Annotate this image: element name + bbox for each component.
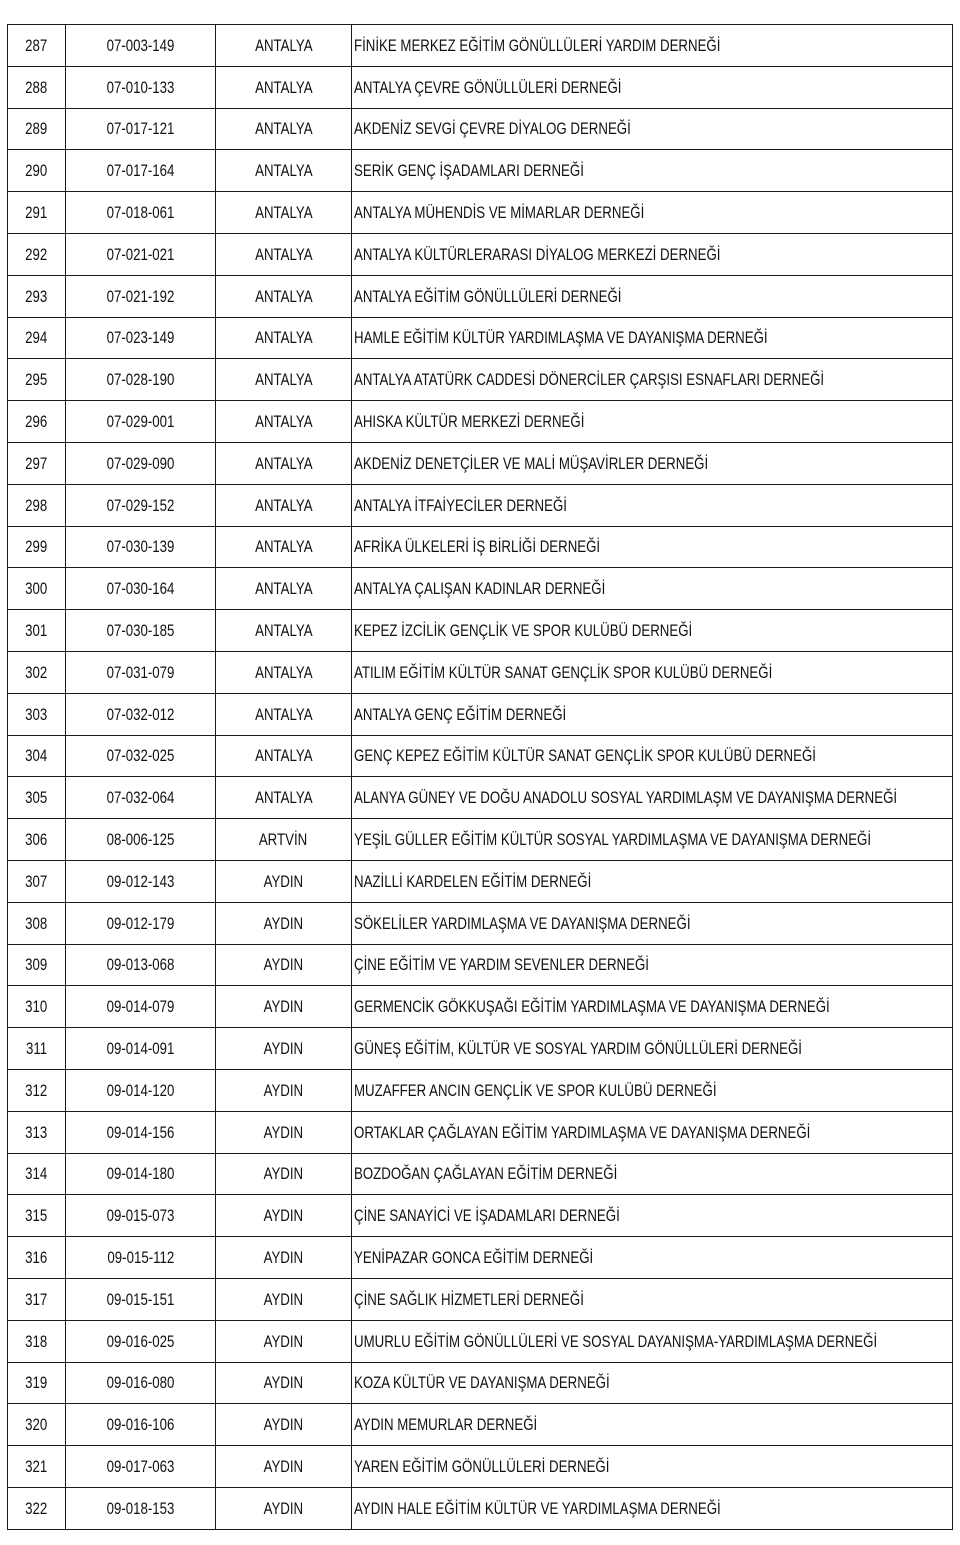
registry-code-cell: 07-021-192: [66, 275, 216, 317]
table-row: [8, 777, 953, 819]
city-cell: AYDIN: [216, 902, 352, 944]
registry-code-cell: 07-032-025: [66, 735, 216, 777]
city-cell: AYDIN: [216, 1069, 352, 1111]
city-cell: ANTALYA: [216, 401, 352, 443]
city-cell: ANTALYA: [216, 777, 352, 819]
association-name-cell: ANTALYA ÇEVRE GÖNÜLLÜLERİ DERNEĞİ: [352, 66, 953, 108]
table-row: [8, 1404, 953, 1446]
table-row: [8, 1111, 953, 1153]
table-row: [8, 275, 953, 317]
association-name-cell: ANTALYA ÇALIŞAN KADINLAR DERNEĞİ: [352, 568, 953, 610]
registry-code-cell: 09-016-106: [66, 1404, 216, 1446]
table-row: [8, 233, 953, 275]
city-cell: AYDIN: [216, 1153, 352, 1195]
table-row: [8, 651, 953, 693]
table-row: [8, 944, 953, 986]
row-number-cell: 321: [8, 1446, 66, 1488]
table-row: [8, 1278, 953, 1320]
registry-code-cell: 09-014-120: [66, 1069, 216, 1111]
table-body: [8, 25, 953, 1530]
association-name-cell: GENÇ KEPEZ EĞİTİM KÜLTÜR SANAT GENÇLİK SPOR KULÜBÜ DERNEĞİ: [352, 735, 953, 777]
association-name-cell: ANTALYA MÜHENDİS VE MİMARLAR DERNEĞİ: [352, 192, 953, 234]
city-cell: AYDIN: [216, 1446, 352, 1488]
row-number-cell: 295: [8, 359, 66, 401]
row-number-cell: 320: [8, 1404, 66, 1446]
association-name-cell: NAZİLLİ KARDELEN EĞİTİM DERNEĞİ: [352, 860, 953, 902]
association-name-cell: AYDIN MEMURLAR DERNEĞİ: [352, 1404, 953, 1446]
row-number-cell: 304: [8, 735, 66, 777]
association-name-cell: AYDIN HALE EĞİTİM KÜLTÜR VE YARDIMLAŞMA DERNEĞİ: [352, 1487, 953, 1529]
association-name-cell: ANTALYA EĞİTİM GÖNÜLLÜLERİ DERNEĞİ: [352, 275, 953, 317]
row-number-cell: 300: [8, 568, 66, 610]
association-name-cell: MUZAFFER ANCIN GENÇLİK VE SPOR KULÜBÜ DERNEĞİ: [352, 1069, 953, 1111]
row-number-cell: 298: [8, 484, 66, 526]
registry-code-cell: 07-017-164: [66, 150, 216, 192]
association-name-cell: BOZDOĞAN ÇAĞLAYAN EĞİTİM DERNEĞİ: [352, 1153, 953, 1195]
city-cell: ANTALYA: [216, 735, 352, 777]
association-name-cell: ANTALYA ATATÜRK CADDESİ DÖNERCİLER ÇARŞISI ESNAFLARI DERNEĞİ: [352, 359, 953, 401]
association-name-cell: GÜNEŞ EĞİTİM, KÜLTÜR VE SOSYAL YARDIM GÖNÜLLÜLERİ DERNEĞİ: [352, 1028, 953, 1070]
row-number-cell: 302: [8, 651, 66, 693]
association-name-cell: ÇİNE SAĞLIK HİZMETLERİ DERNEĞİ: [352, 1278, 953, 1320]
table-row: [8, 1237, 953, 1279]
city-cell: ANTALYA: [216, 25, 352, 67]
registry-code-cell: 07-030-139: [66, 526, 216, 568]
table-row: [8, 359, 953, 401]
association-name-cell: YAREN EĞİTİM GÖNÜLLÜLERİ DERNEĞİ: [352, 1446, 953, 1488]
city-cell: ANTALYA: [216, 526, 352, 568]
registry-code-cell: 07-029-152: [66, 484, 216, 526]
registry-code-cell: 09-017-063: [66, 1446, 216, 1488]
row-number-cell: 308: [8, 902, 66, 944]
city-cell: ANTALYA: [216, 693, 352, 735]
association-name-cell: YENİPAZAR GONCA EĞİTİM DERNEĞİ: [352, 1237, 953, 1279]
city-cell: ANTALYA: [216, 192, 352, 234]
registry-code-cell: 09-014-156: [66, 1111, 216, 1153]
association-name-cell: AKDENİZ SEVGİ ÇEVRE DİYALOG DERNEĞİ: [352, 108, 953, 150]
table-row: [8, 1069, 953, 1111]
table-row: [8, 317, 953, 359]
row-number-cell: 311: [8, 1028, 66, 1070]
association-name-cell: GERMENCİK GÖKKUŞAĞI EĞİTİM YARDIMLAŞMA VE DAYANIŞMA DERNEĞİ: [352, 986, 953, 1028]
city-cell: ANTALYA: [216, 66, 352, 108]
registry-code-cell: 07-003-149: [66, 25, 216, 67]
city-cell: ANTALYA: [216, 150, 352, 192]
row-number-cell: 296: [8, 401, 66, 443]
row-number-cell: 310: [8, 986, 66, 1028]
association-name-cell: AFRİKA ÜLKELERİ İŞ BİRLİĞİ DERNEĞİ: [352, 526, 953, 568]
registry-code-cell: 09-014-091: [66, 1028, 216, 1070]
table-row: [8, 150, 953, 192]
registry-code-cell: 07-021-021: [66, 233, 216, 275]
association-name-cell: SERİK GENÇ İŞADAMLARI DERNEĞİ: [352, 150, 953, 192]
row-number-cell: 297: [8, 442, 66, 484]
registry-code-cell: 07-029-001: [66, 401, 216, 443]
city-cell: AYDIN: [216, 1028, 352, 1070]
association-name-cell: ÇİNE EĞİTİM VE YARDIM SEVENLER DERNEĞİ: [352, 944, 953, 986]
row-number-cell: 307: [8, 860, 66, 902]
table-row: [8, 66, 953, 108]
association-name-cell: UMURLU EĞİTİM GÖNÜLLÜLERİ VE SOSYAL DAYANIŞMA-YARDIMLAŞMA DERNEĞİ: [352, 1320, 953, 1362]
table-row: [8, 986, 953, 1028]
association-name-cell: SÖKELİLER YARDIMLAŞMA VE DAYANIŞMA DERNEĞİ: [352, 902, 953, 944]
association-name-cell: FİNİKE MERKEZ EĞİTİM GÖNÜLLÜLERİ YARDIM DERNEĞİ: [352, 25, 953, 67]
table-row: [8, 484, 953, 526]
association-name-cell: ANTALYA İTFAİYECİLER DERNEĞİ: [352, 484, 953, 526]
registry-code-cell: 09-016-080: [66, 1362, 216, 1404]
registry-code-cell: 07-030-164: [66, 568, 216, 610]
association-name-cell: ANTALYA GENÇ EĞİTİM DERNEĞİ: [352, 693, 953, 735]
table-row: [8, 192, 953, 234]
row-number-cell: 314: [8, 1153, 66, 1195]
table-row: [8, 902, 953, 944]
row-number-cell: 293: [8, 275, 66, 317]
association-name-cell: YEŞİL GÜLLER EĞİTİM KÜLTÜR SOSYAL YARDIMLAŞMA VE DAYANIŞMA DERNEĞİ: [352, 819, 953, 861]
association-list-table: [7, 24, 953, 1530]
association-name-cell: ANTALYA KÜLTÜRLERARASI DİYALOG MERKEZİ DERNEĞİ: [352, 233, 953, 275]
row-number-cell: 291: [8, 192, 66, 234]
registry-code-cell: 07-018-061: [66, 192, 216, 234]
city-cell: AYDIN: [216, 1404, 352, 1446]
city-cell: AYDIN: [216, 1195, 352, 1237]
city-cell: ANTALYA: [216, 108, 352, 150]
table-row: [8, 735, 953, 777]
table-row: [8, 108, 953, 150]
registry-code-cell: 09-016-025: [66, 1320, 216, 1362]
table-row: [8, 1195, 953, 1237]
registry-code-cell: 07-032-064: [66, 777, 216, 819]
table-row: [8, 610, 953, 652]
registry-code-cell: 09-012-143: [66, 860, 216, 902]
row-number-cell: 294: [8, 317, 66, 359]
row-number-cell: 287: [8, 25, 66, 67]
city-cell: ANTALYA: [216, 233, 352, 275]
registry-code-cell: 07-010-133: [66, 66, 216, 108]
association-name-cell: KEPEZ İZCİLİK GENÇLİK VE SPOR KULÜBÜ DERNEĞİ: [352, 610, 953, 652]
association-name-cell: ATILIM EĞİTİM KÜLTÜR SANAT GENÇLİK SPOR KULÜBÜ DERNEĞİ: [352, 651, 953, 693]
registry-code-cell: 07-030-185: [66, 610, 216, 652]
city-cell: AYDIN: [216, 860, 352, 902]
row-number-cell: 306: [8, 819, 66, 861]
table-row: [8, 1153, 953, 1195]
city-cell: ANTALYA: [216, 484, 352, 526]
row-number-cell: 312: [8, 1069, 66, 1111]
registry-code-cell: 09-018-153: [66, 1487, 216, 1529]
association-name-cell: ÇİNE SANAYİCİ VE İŞADAMLARI DERNEĞİ: [352, 1195, 953, 1237]
city-cell: AYDIN: [216, 1237, 352, 1279]
association-name-cell: AKDENİZ DENETÇİLER VE MALİ MÜŞAVİRLER DERNEĞİ: [352, 442, 953, 484]
registry-code-cell: 07-031-079: [66, 651, 216, 693]
city-cell: AYDIN: [216, 986, 352, 1028]
row-number-cell: 318: [8, 1320, 66, 1362]
city-cell: ANTALYA: [216, 275, 352, 317]
registry-code-cell: 07-028-190: [66, 359, 216, 401]
city-cell: AYDIN: [216, 944, 352, 986]
registry-code-cell: 09-015-112: [66, 1237, 216, 1279]
city-cell: ANTALYA: [216, 317, 352, 359]
row-number-cell: 309: [8, 944, 66, 986]
row-number-cell: 305: [8, 777, 66, 819]
row-number-cell: 317: [8, 1278, 66, 1320]
registry-code-cell: 08-006-125: [66, 819, 216, 861]
registry-code-cell: 09-014-079: [66, 986, 216, 1028]
registry-code-cell: 09-015-151: [66, 1278, 216, 1320]
registry-code-cell: 07-023-149: [66, 317, 216, 359]
row-number-cell: 290: [8, 150, 66, 192]
table-row: [8, 568, 953, 610]
registry-code-cell: 07-017-121: [66, 108, 216, 150]
table-row: [8, 442, 953, 484]
row-number-cell: 313: [8, 1111, 66, 1153]
table-row: [8, 1320, 953, 1362]
row-number-cell: 301: [8, 610, 66, 652]
city-cell: ANTALYA: [216, 442, 352, 484]
row-number-cell: 288: [8, 66, 66, 108]
association-name-cell: ALANYA GÜNEY VE DOĞU ANADOLU SOSYAL YARDIMLAŞM VE DAYANIŞMA DERNEĞİ: [352, 777, 953, 819]
association-name-cell: KOZA KÜLTÜR VE DAYANIŞMA DERNEĞİ: [352, 1362, 953, 1404]
registry-code-cell: 09-012-179: [66, 902, 216, 944]
table-row: [8, 1446, 953, 1488]
row-number-cell: 289: [8, 108, 66, 150]
row-number-cell: 292: [8, 233, 66, 275]
table-row: [8, 860, 953, 902]
city-cell: AYDIN: [216, 1320, 352, 1362]
table-row: [8, 819, 953, 861]
row-number-cell: 303: [8, 693, 66, 735]
row-number-cell: 322: [8, 1487, 66, 1529]
row-number-cell: 319: [8, 1362, 66, 1404]
table-row: [8, 1028, 953, 1070]
row-number-cell: 316: [8, 1237, 66, 1279]
city-cell: AYDIN: [216, 1111, 352, 1153]
row-number-cell: 315: [8, 1195, 66, 1237]
registry-code-cell: 09-014-180: [66, 1153, 216, 1195]
city-cell: ANTALYA: [216, 359, 352, 401]
association-name-cell: HAMLE EĞİTİM KÜLTÜR YARDIMLAŞMA VE DAYANIŞMA DERNEĞİ: [352, 317, 953, 359]
table-row: [8, 693, 953, 735]
table-row: [8, 526, 953, 568]
city-cell: ANTALYA: [216, 568, 352, 610]
city-cell: AYDIN: [216, 1487, 352, 1529]
association-name-cell: ORTAKLAR ÇAĞLAYAN EĞİTİM YARDIMLAŞMA VE DAYANIŞMA DERNEĞİ: [352, 1111, 953, 1153]
row-number-cell: 299: [8, 526, 66, 568]
registry-code-cell: 07-029-090: [66, 442, 216, 484]
registry-code-cell: 09-015-073: [66, 1195, 216, 1237]
table-row: [8, 1487, 953, 1529]
table-row: [8, 1362, 953, 1404]
city-cell: ARTVİN: [216, 819, 352, 861]
city-cell: AYDIN: [216, 1362, 352, 1404]
city-cell: ANTALYA: [216, 610, 352, 652]
city-cell: AYDIN: [216, 1278, 352, 1320]
registry-code-cell: 09-013-068: [66, 944, 216, 986]
table-row: [8, 401, 953, 443]
table-row: [8, 25, 953, 67]
association-name-cell: AHISKA KÜLTÜR MERKEZİ DERNEĞİ: [352, 401, 953, 443]
registry-code-cell: 07-032-012: [66, 693, 216, 735]
city-cell: ANTALYA: [216, 651, 352, 693]
